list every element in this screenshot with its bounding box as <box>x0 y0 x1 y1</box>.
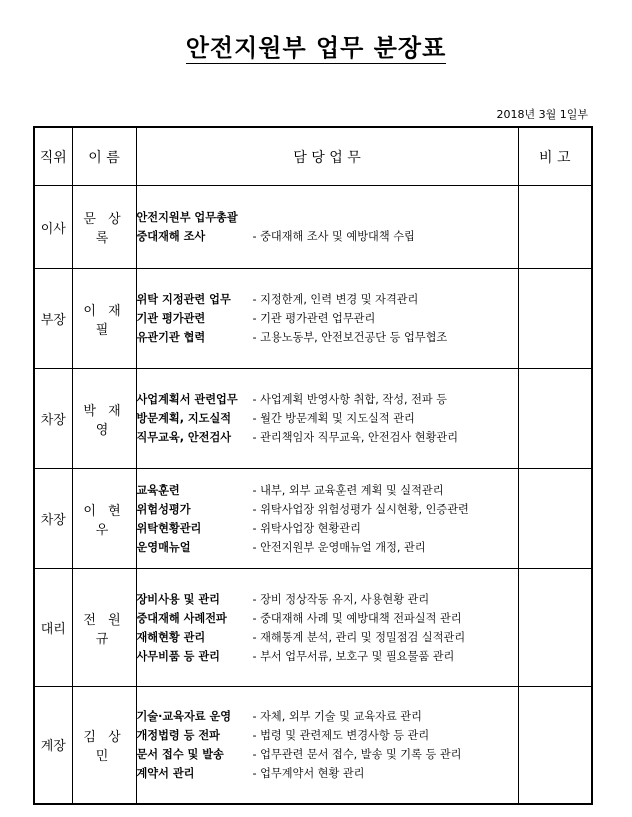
table-row <box>34 469 592 569</box>
header-remarks: 비 고 <box>518 127 592 186</box>
duty-line <box>137 481 518 500</box>
position-cell: 차장 <box>34 469 72 569</box>
duty-line <box>137 707 518 726</box>
position-cell: 부장 <box>34 269 72 369</box>
duties-cell <box>136 369 518 469</box>
document-title: 안전지원부 업무 분장표 <box>185 34 447 62</box>
name-cell: 김 상 민 <box>72 687 136 804</box>
table-row <box>34 369 592 469</box>
duty-detail: - 위탁사업장 위험성평가 실시현황, 인증관련 <box>252 502 469 516</box>
duties-cell <box>136 569 518 687</box>
duty-detail: - 사업계획 반영사항 취합, 작성, 전파 등 <box>252 393 448 406</box>
duty-detail: - 중대재해 사례 및 예방대책 전파실적 관리 <box>252 611 462 625</box>
duty-detail: - 지정한계, 인력 변경 및 자격관리 <box>252 293 419 306</box>
duty-detail: - 안전지원부 운영매뉴얼 개정, 관리 <box>252 540 426 554</box>
duties-cell <box>136 687 518 804</box>
duty-line <box>137 538 518 557</box>
duty-line <box>137 647 518 666</box>
name-cell: 문 상 록 <box>72 186 136 269</box>
name-cell: 이 재 필 <box>72 269 136 369</box>
duty-task: 방문계획, 지도실적 <box>136 412 232 425</box>
table-row <box>34 269 592 369</box>
table-row <box>34 186 592 269</box>
header-duties: 담 당 업 무 <box>136 127 518 186</box>
duty-line <box>137 208 518 227</box>
duty-task: 사업계획서 관련업무 <box>136 393 238 406</box>
duty-line <box>137 500 518 519</box>
duty-line <box>137 609 518 628</box>
duty-task: 운영매뉴얼 <box>136 540 191 554</box>
duties-cell <box>136 469 518 569</box>
duty-detail: - 업무계약서 현황 관리 <box>252 766 365 780</box>
duty-task: 유관기관 협력 <box>136 331 206 344</box>
duty-task: 중대재해 조사 <box>136 230 206 243</box>
duty-task: 재해현황 관리 <box>136 630 206 644</box>
duty-table <box>33 126 593 805</box>
remarks-cell <box>518 186 592 269</box>
duty-line <box>137 590 518 609</box>
table-row <box>34 687 592 804</box>
duty-line <box>137 628 518 647</box>
duty-detail: - 장비 정상작동 유지, 사용현황 관리 <box>252 592 430 606</box>
name-cell: 박 재 영 <box>72 369 136 469</box>
duty-detail: - 법령 및 관련제도 변경사항 등 관리 <box>252 728 430 742</box>
duty-task: 개정법령 등 전파 <box>136 728 220 742</box>
duty-line <box>137 409 518 428</box>
duty-detail: - 월간 방문계획 및 지도실적 관리 <box>252 412 415 425</box>
duties-cell <box>136 269 518 369</box>
duty-line <box>137 390 518 409</box>
name-cell: 전 원 규 <box>72 569 136 687</box>
table-row <box>34 569 592 687</box>
remarks-cell <box>518 269 592 369</box>
duty-detail: - 내부, 외부 교육훈련 계획 및 실적관리 <box>252 483 444 497</box>
position-cell: 계장 <box>34 687 72 804</box>
duty-detail: - 재해통계 분석, 관리 및 정밀점검 실적관리 <box>252 630 466 644</box>
duty-line <box>137 328 518 347</box>
duties-cell <box>136 186 518 269</box>
duty-task: 장비사용 및 관리 <box>136 592 220 606</box>
duty-task: 위탁현황관리 <box>136 521 202 535</box>
duty-task: 직무교육, 안전검사 <box>136 431 232 444</box>
duty-task: 문서 접수 및 발송 <box>136 747 224 761</box>
duty-line <box>137 428 518 447</box>
effective-date: 2018년 3월 1일부 <box>496 108 588 121</box>
position-cell: 차장 <box>34 369 72 469</box>
duty-task: 위험성평가 <box>136 502 191 516</box>
duty-line <box>137 726 518 745</box>
remarks-cell <box>518 569 592 687</box>
duty-detail: - 관리책임자 직무교육, 안전검사 현황관리 <box>252 431 459 444</box>
duty-detail: - 업무관련 문서 접수, 발송 및 기록 등 관리 <box>252 747 462 761</box>
duty-detail: - 부서 업무서류, 보호구 및 필요물품 관리 <box>252 649 455 663</box>
duty-task: 기술·교육자료 운영 <box>136 709 232 723</box>
duty-line <box>137 519 518 538</box>
header-position: 직위 <box>34 127 72 186</box>
header-row <box>34 127 592 186</box>
duty-line <box>137 764 518 783</box>
duty-task: 중대재해 사례전파 <box>136 611 227 625</box>
duty-task: 기관 평가관련 <box>136 312 206 325</box>
duty-detail: - 자체, 외부 기술 및 교육자료 관리 <box>252 709 422 723</box>
remarks-cell <box>518 469 592 569</box>
position-cell: 대리 <box>34 569 72 687</box>
duty-task: 안전지원부 업무총괄 <box>136 211 238 224</box>
duty-detail: - 위탁사업장 현황관리 <box>252 521 361 535</box>
remarks-cell <box>518 687 592 804</box>
duty-detail: - 기관 평가관련 업무관리 <box>252 312 376 325</box>
duty-line <box>137 309 518 328</box>
name-cell: 이 현 우 <box>72 469 136 569</box>
duty-task: 위탁 지정관련 업무 <box>136 293 231 306</box>
remarks-cell <box>518 369 592 469</box>
position-cell: 이사 <box>34 186 72 269</box>
header-name: 이 름 <box>72 127 136 186</box>
duty-task: 교육훈련 <box>136 483 180 497</box>
duty-line <box>137 290 518 309</box>
duty-detail: - 중대재해 조사 및 예방대책 수립 <box>252 230 415 243</box>
duty-task: 사무비품 등 관리 <box>136 649 220 663</box>
duty-line <box>137 745 518 764</box>
duty-task: 계약서 관리 <box>136 766 195 780</box>
duty-detail: - 고용노동부, 안전보건공단 등 업무협조 <box>252 331 448 344</box>
duty-line <box>137 227 518 246</box>
